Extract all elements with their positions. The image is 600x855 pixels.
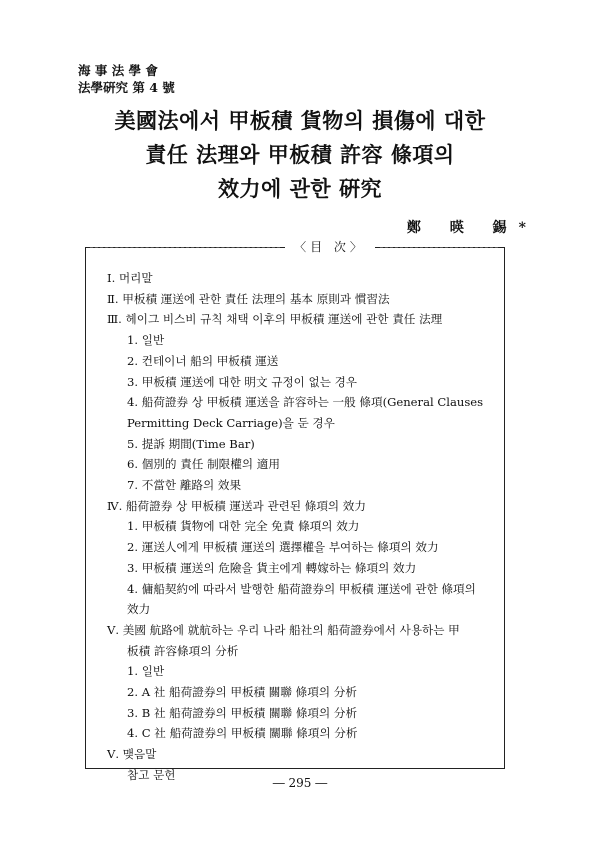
toc-item: 1. 일반 (127, 664, 165, 679)
title-line-1: 美國法에서 甲板積 貨物의 損傷에 대한 (114, 108, 486, 133)
toc-item: 3. B 社 船荷證券의 甲板積 關聯 條項의 分析 (127, 705, 358, 720)
toc-item: 참고 문헌 (127, 767, 176, 782)
toc-heading: 〈目 次〉 (285, 239, 375, 255)
toc-item: 4. 傭船契約에 따라서 발행한 船荷證券의 甲板積 運送에 관한 條項의 (127, 581, 476, 596)
toc-list (107, 268, 499, 786)
paper-title (20, 104, 580, 206)
toc-item: Ⅳ. 船荷證券 상 甲板積 運送과 관련된 條項의 效力 (107, 498, 366, 513)
toc-item-continuation: Permitting Deck Carriage)을 둔 경우 (127, 415, 335, 430)
title-line-3: 效力에 관한 硏究 (218, 176, 382, 201)
toc-item: 4. 船荷證券 상 甲板積 運送을 許容하는 一般 條項(General Clauses (127, 395, 484, 410)
toc-item: 2. 運送人에게 甲板積 運送의 選擇權을 부여하는 條項의 效力 (127, 540, 439, 555)
toc-divider-right (380, 247, 498, 248)
toc-item: Ⅴ. 美國 航路에 就航하는 우리 나라 船社의 船荷證券에서 사용하는 甲 (107, 622, 460, 637)
toc-item-continuation: 板積 許容條項의 分析 (127, 643, 239, 658)
toc-item: 5. 提訴 期間(Time Bar) (127, 436, 255, 451)
journal-header (78, 62, 175, 96)
toc-item-continuation: 效力 (127, 602, 151, 617)
society-name: 海 事 法 學 會 (78, 63, 158, 78)
toc-item: 2. 컨테이너 船의 甲板積 運送 (127, 353, 279, 368)
toc-divider-left (90, 247, 280, 248)
toc-item: 1. 甲板積 貨物에 대한 完全 免責 條項의 效力 (127, 519, 360, 534)
journal-issue: 法學硏究 第 4 號 (78, 80, 175, 95)
title-line-2: 責任 法理와 甲板積 許容 條項의 (145, 142, 455, 167)
toc-item: 2. A 社 船荷證券의 甲板積 關聯 條項의 分析 (127, 685, 357, 700)
toc-item: Ⅰ. 머리말 (107, 271, 153, 285)
author-name: 鄭 暎 錫* (406, 220, 538, 236)
toc-item: 3. 甲板積 運送의 危險을 貨主에게 轉嫁하는 條項의 效力 (127, 560, 417, 575)
toc-item: Ⅴ. 맺음말 (107, 747, 157, 762)
toc-item: 4. C 社 船荷證券의 甲板積 關聯 條項의 分析 (127, 726, 358, 741)
toc-item: 3. 甲板積 運送에 대한 明文 규정이 없는 경우 (127, 374, 358, 389)
toc-item: 1. 일반 (127, 333, 165, 348)
toc-item: 7. 不當한 離路의 效果 (127, 478, 242, 493)
page-number: ― 295 ― (272, 776, 328, 790)
toc-item: Ⅱ. 甲板積 運送에 관한 責任 法理의 基本 原則과 慣習法 (107, 291, 390, 306)
toc-item: 6. 個別的 責任 制限權의 適用 (127, 457, 280, 472)
toc-item: Ⅲ. 헤이그 비스비 규칙 채택 이후의 甲板積 運送에 관한 責任 法理 (107, 312, 443, 327)
